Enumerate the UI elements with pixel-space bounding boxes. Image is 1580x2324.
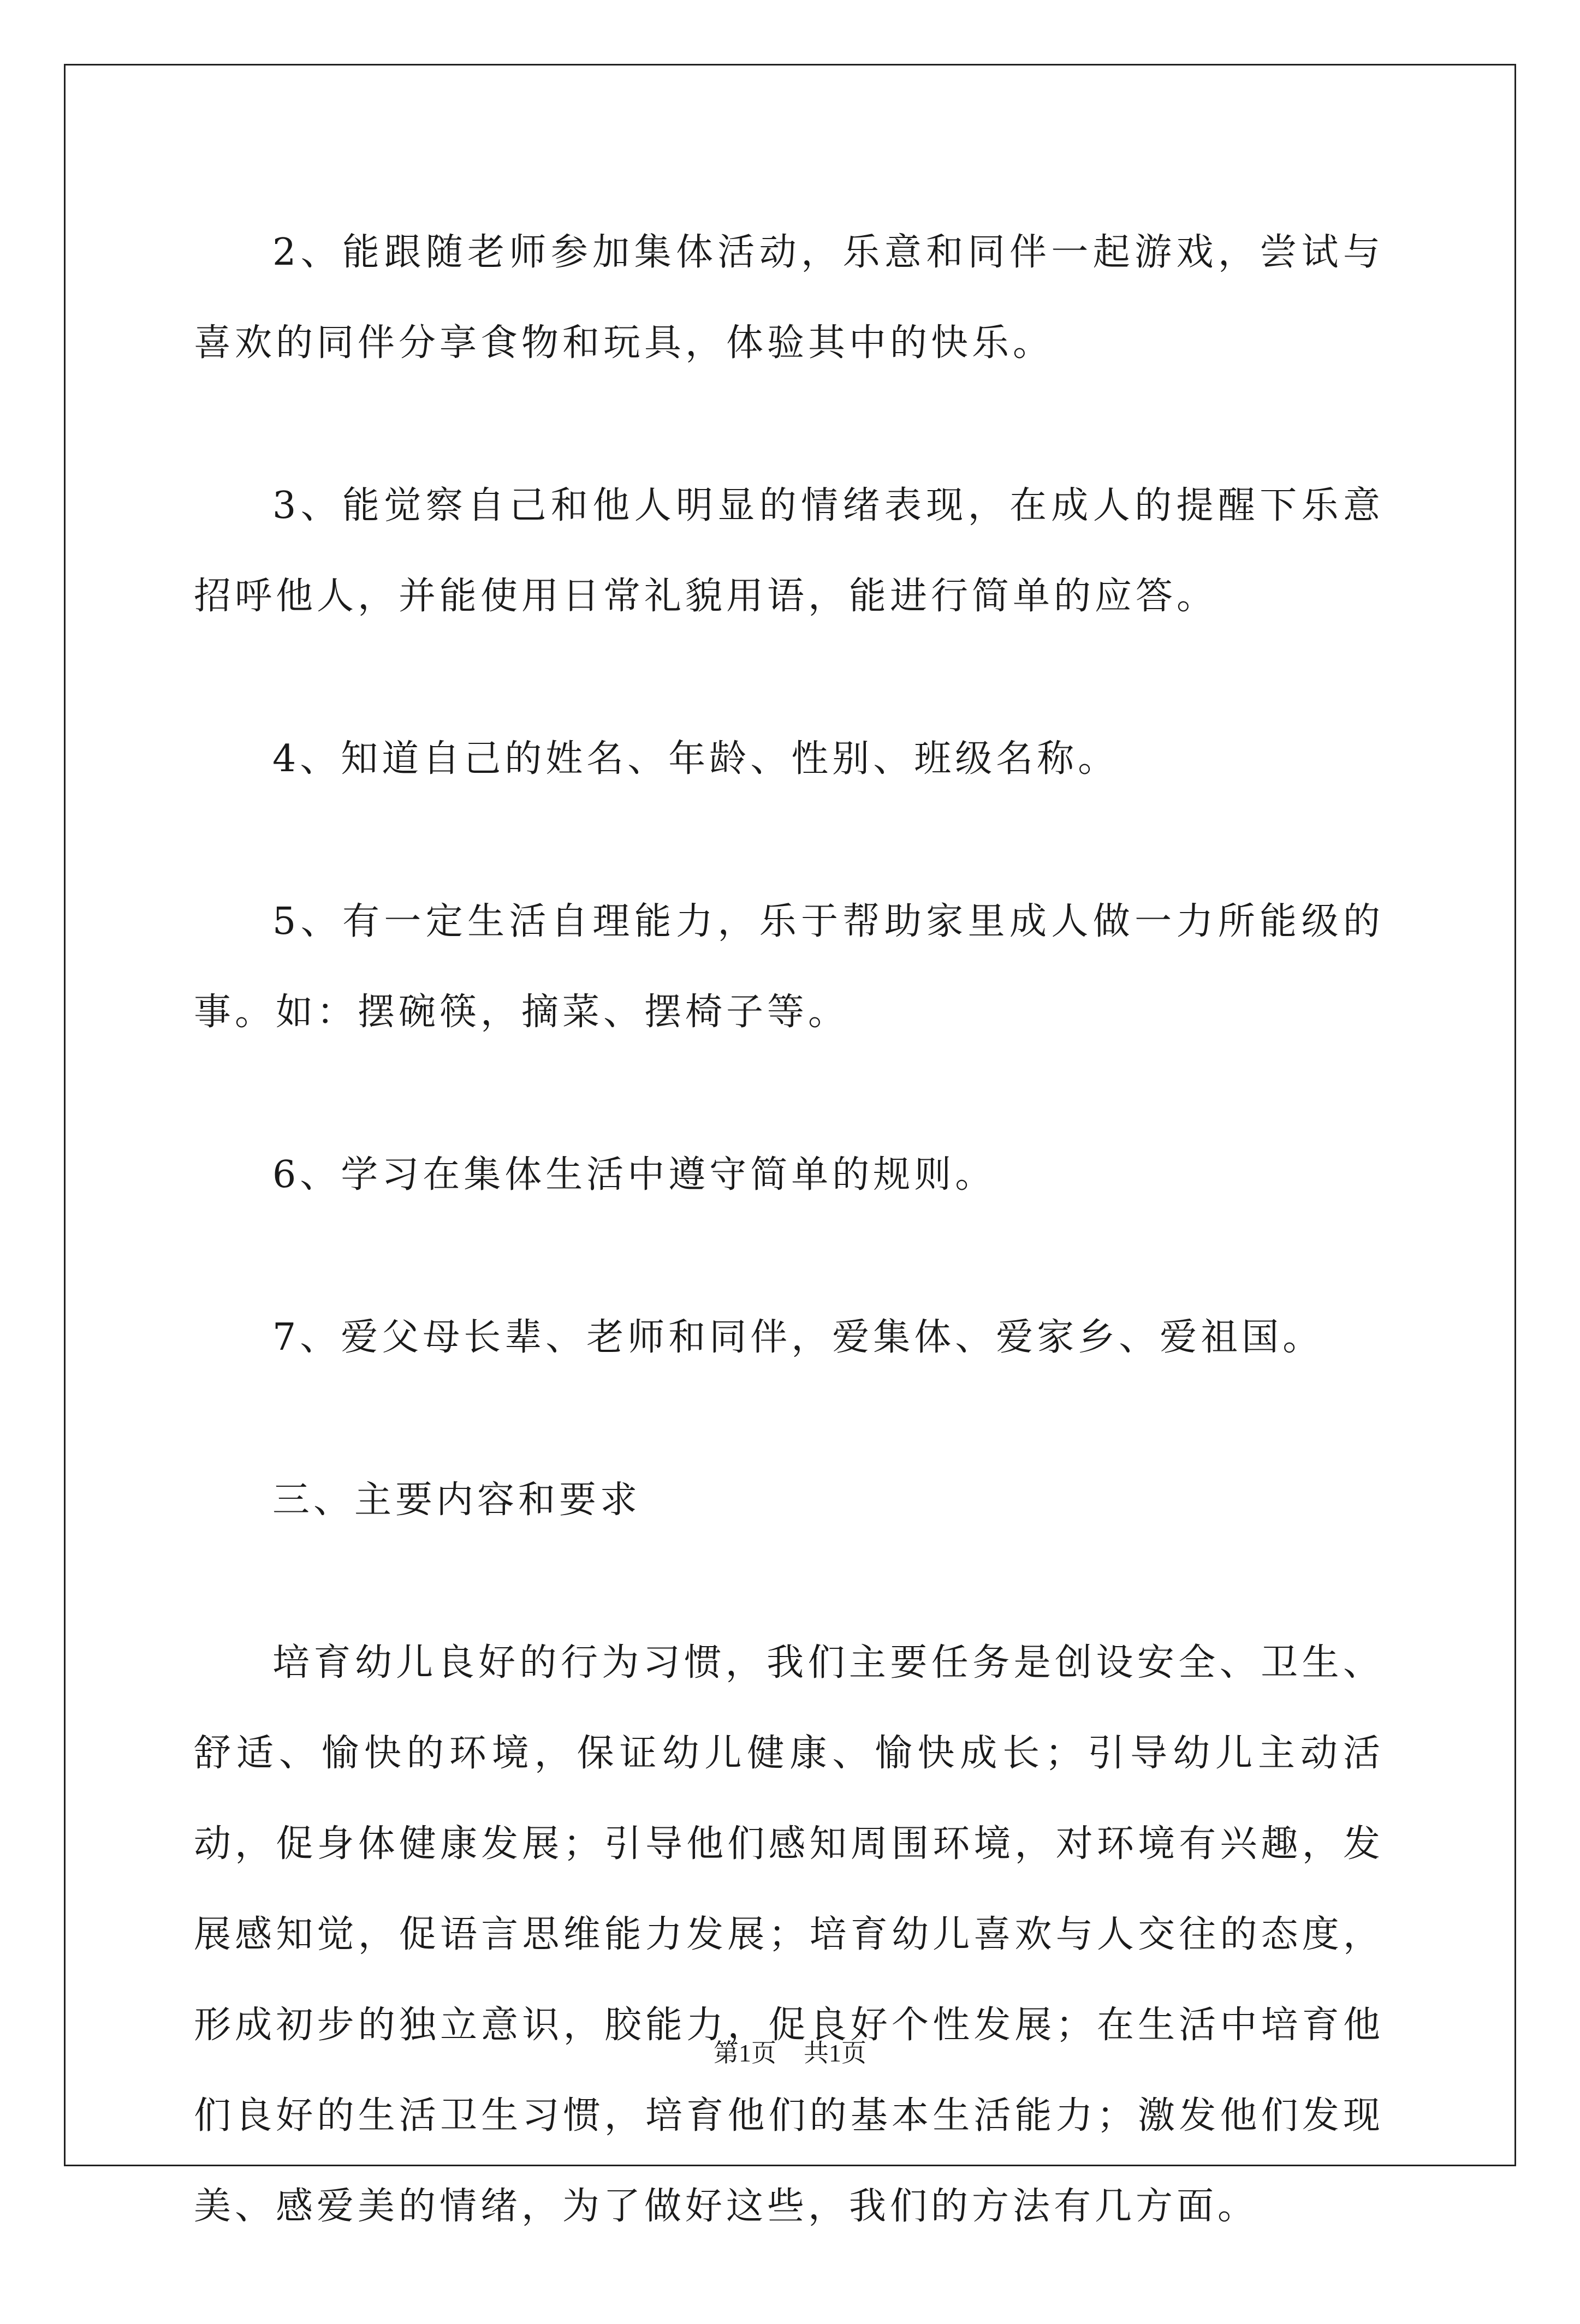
paragraph-goal-3: 3、能觉察自己和他人明显的情绪表现，在成人的提醒下乐意招呼他人，并能使用日常礼貌用语，能进行简单的应答。 [194,484,1384,618]
section-heading: 三、主要内容和要求 [272,1479,641,1522]
paragraph-main-content: 培育幼儿良好的行为习惯，我们主要任务是创设安全、卫生、舒适、愉快的环境，保证幼儿健康、愉快成长；引导幼儿主动活动，促身体健康发展；引导他们感知周围环境，对环境有兴趣，发展感知觉，促语言思维能力发展；培育幼儿喜欢与人交往的态度，形成初步的独立意识，胶能力，促良好个性发展；在生活中培育他们良好的生活卫生习惯，培育他们的基本生活能力；激发他们发现美、感爱美的情绪，为了做好这些，我们的方法有几方面。 [194,1641,1384,2228]
paragraph-goal-6: 6、学习在集体生活中遵守简单的规则。 [272,1153,996,1196]
document-body [194,207,1384,2324]
page-number-current: 第1页 [714,2039,776,2067]
paragraph-goal-2: 2、能跟随老师参加集体活动，乐意和同伴一起游戏，尝试与喜欢的同伴分享食物和玩具，体验其中的快乐。 [194,231,1384,365]
page-footer [0,2033,1580,2069]
page-number-total: 共1页 [804,2039,866,2067]
paragraph-goal-4: 4、知道自己的姓名、年龄、性别、班级名称。 [272,737,1119,780]
paragraph-goal-5: 5、有一定生活自理能力，乐于帮助家里成人做一力所能级的事。如：摆碗筷，摘菜、摆椅子等。 [194,900,1384,1034]
paragraph-goal-7: 7、爱父母长辈、老师和同伴，爱集体、爱家乡、爱祖国。 [272,1316,1324,1359]
